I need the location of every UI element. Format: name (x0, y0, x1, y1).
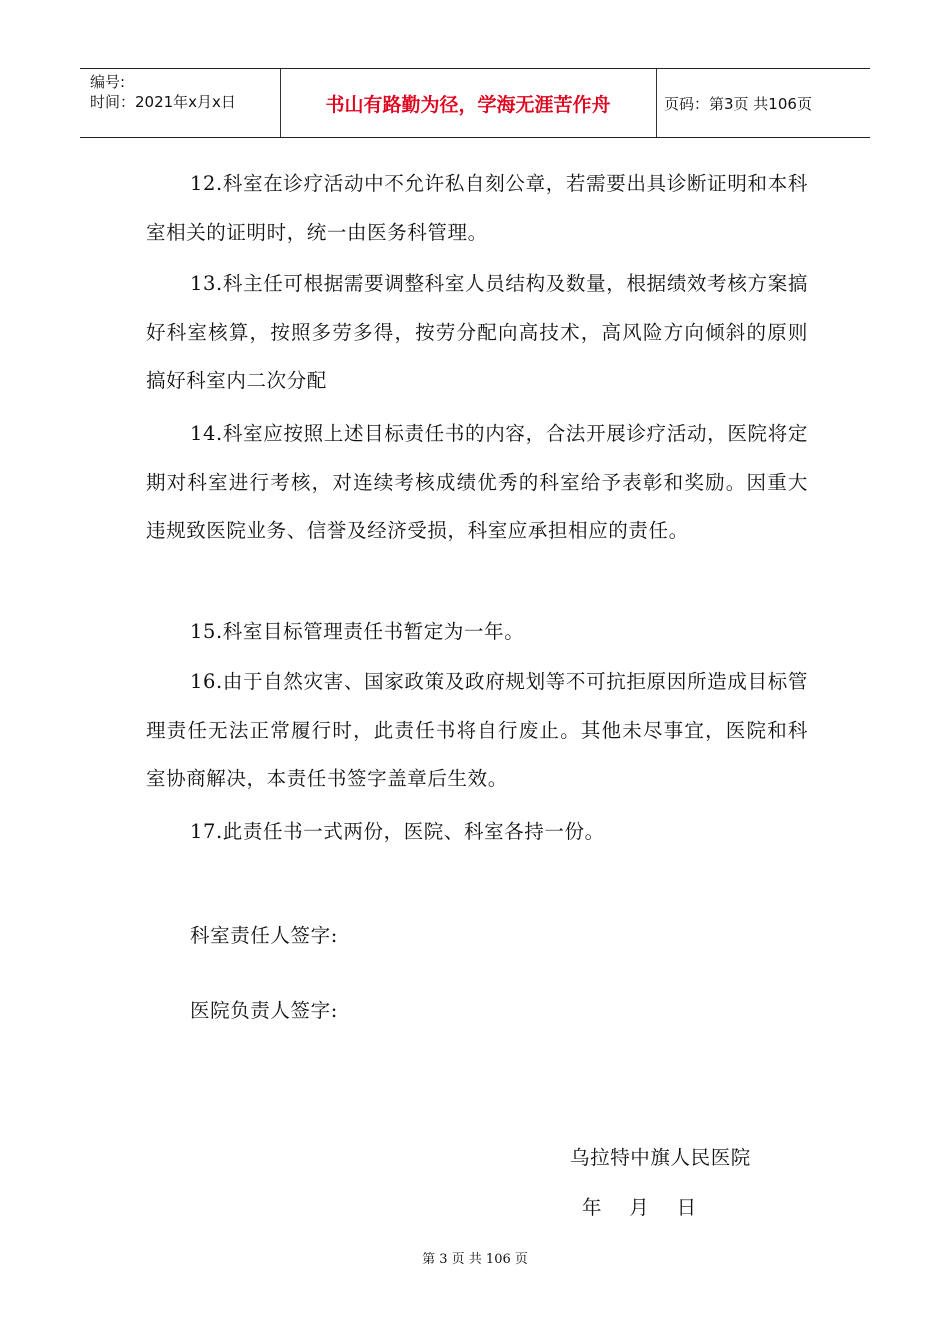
page-header (80, 68, 870, 138)
paragraph-13: 13.科主任可根据需要调整科室人员结构及数量，根据绩效考核方案搞好科室核算，按照多劳多得，按劳分配向高技术，高风险方向倾斜的原则搞好科室内二次分配 (146, 272, 808, 392)
paragraph-12: 12.科室在诊疗活动中不允许私自刻公章，若需要出具诊断证明和本科室相关的证明时，统一由医务科管理。 (146, 172, 808, 244)
hospital-name: 乌拉特中旗人民医院 (570, 1146, 751, 1169)
hospital-signature-label: 医院负责人签字: (190, 999, 338, 1022)
header-meta (90, 72, 236, 112)
paragraph-14: 14.科室应按照上述目标责任书的内容，合法开展诊疗活动，医院将定期对科室进行考核，对连续考核成绩优秀的科室给予表彰和奖励。因重大违规致医院业务、信誉及经济受损，科室应承担相应的责任。 (146, 422, 808, 542)
paragraph-16: 16.由于自然灾害、国家政策及政府规划等不可抗拒原因所造成目标管理责任无法正常履行时，此责任书将自行废止。其他未尽事宜，医院和科室协商解决，本责任书签字盖章后生效。 (146, 670, 808, 790)
header-page-number: 页码：第3页 共106页 (664, 94, 812, 113)
date-line: 年 月 日 (582, 1196, 697, 1219)
page-footer: 第 3 页 共 106 页 (422, 1252, 528, 1267)
header-divider (656, 69, 657, 137)
header-time: 时间：2021年x月x日 (90, 93, 236, 111)
paragraph-17: 17.此责任书一式两份，医院、科室各持一份。 (190, 820, 605, 843)
dept-signature-label: 科室责任人签字: (190, 924, 338, 947)
header-number: 编号: (90, 73, 126, 91)
header-motto: 书山有路勤为径，学海无涯苦作舟 (325, 93, 611, 116)
paragraph-15: 15.科室目标管理责任书暂定为一年。 (190, 620, 525, 643)
